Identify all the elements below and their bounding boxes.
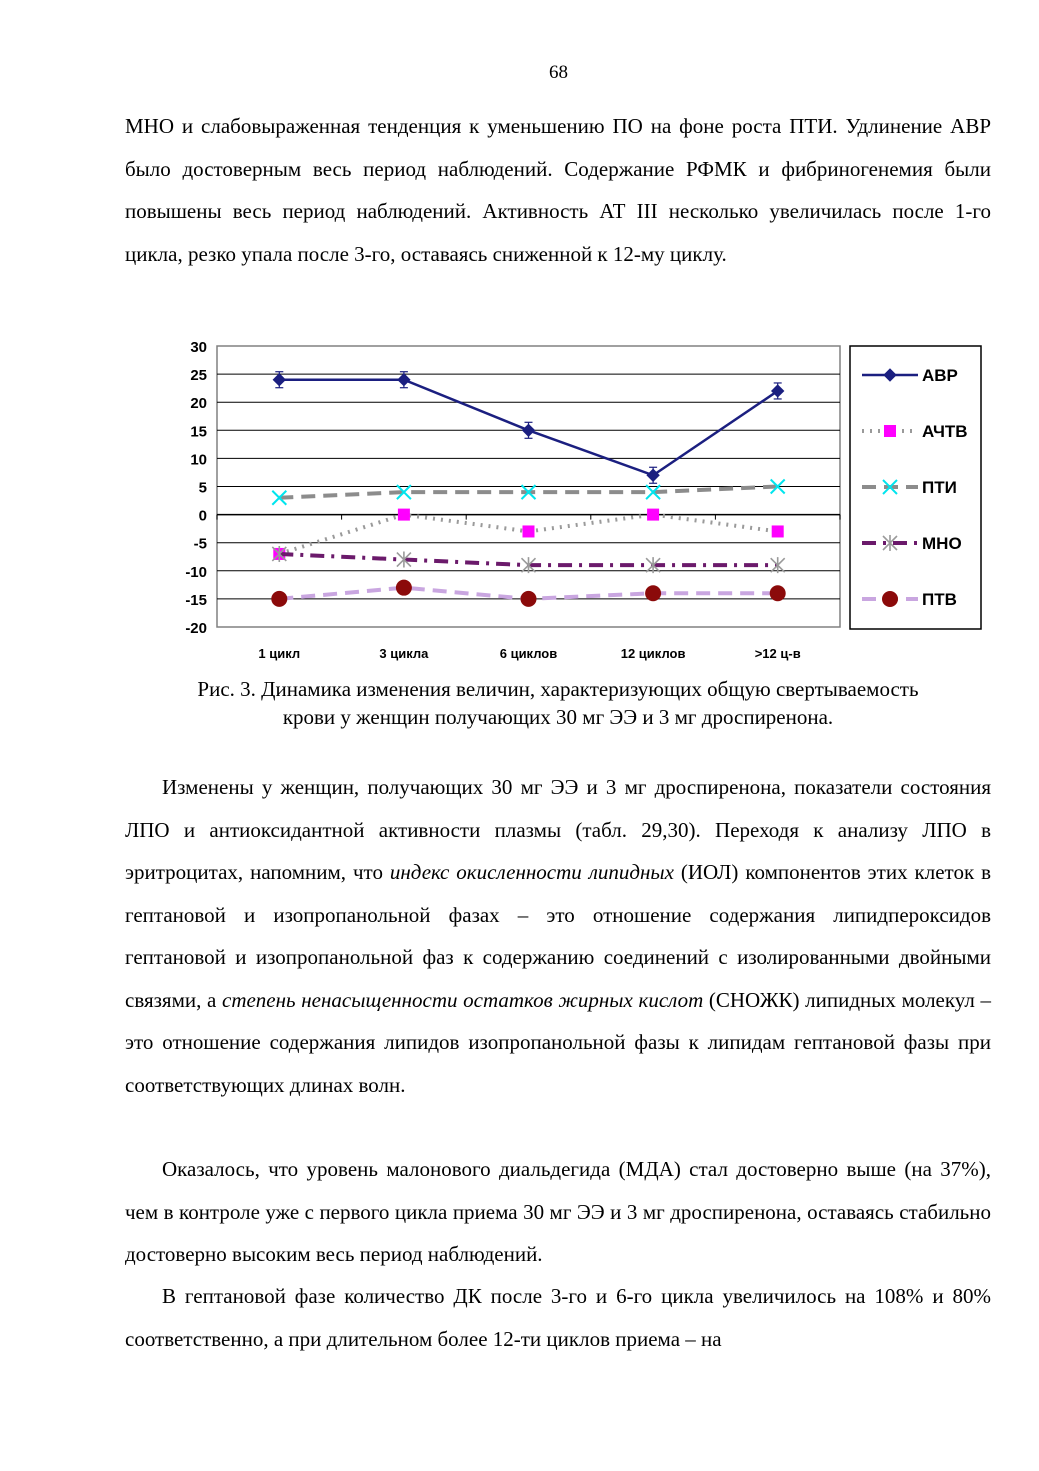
series-point-1 xyxy=(772,525,784,537)
p2-text-2: (ИОЛ) компонентов этих клеток в гептановой и изопропанольной фазах – это отношение содержания липидпероксидов гептановой и изопропанольной фаз к содержанию соединений с изолированными двойными связями, а xyxy=(125,860,992,1012)
page-number: 68 xyxy=(549,62,568,83)
paragraph-mda: Оказалось, что уровень малонового диальдегида (МДА) стал достоверно выше (на 37%), чем в контроле уже с первого цикла приема 30 мг ЭЭ и 3 мг дроспиренона, оставаясь стабильно достоверно высоким весь период наблюдений. xyxy=(125,1157,991,1266)
paragraph-lpo xyxy=(125,766,991,1106)
caption-line-2: крови у женщин получающих 30 мг ЭЭ и 3 мг дроспиренона. xyxy=(282,705,834,729)
y-tick-label: 0 xyxy=(198,507,207,525)
legend-label: ПТИ xyxy=(922,478,957,497)
y-tick-label: 5 xyxy=(198,479,207,497)
x-tick-label: 3 цикла xyxy=(379,646,429,661)
y-tick-label: -15 xyxy=(185,591,207,609)
term-snozhk: степень ненасыщенности остатков жирных кислот xyxy=(222,987,704,1012)
legend-label: ПТВ xyxy=(922,590,957,609)
series-point-4 xyxy=(521,591,537,607)
series-point-4 xyxy=(271,591,287,607)
series-point-4 xyxy=(770,585,786,601)
p2-text-3: (СНОЖК) липидных молекул – это отношение содержания липидов изопропанольной фазы к липидам гептановой фазы при соответствующих длинах волн. xyxy=(125,987,992,1097)
y-tick-label: 20 xyxy=(190,395,207,413)
series-point-4 xyxy=(396,580,412,596)
y-tick-label: 25 xyxy=(190,367,207,385)
term-iol: индекс окисленности липидных xyxy=(389,860,674,884)
x-tick-label: 1 цикл xyxy=(258,646,301,661)
series-point-4 xyxy=(645,585,661,601)
y-tick-label: 30 xyxy=(190,339,207,356)
caption-line-1: Рис. 3. Динамика изменения величин, характеризующих общую свертываемость xyxy=(197,677,919,701)
chart-svg xyxy=(165,330,985,670)
y-tick-label: -20 xyxy=(185,620,207,637)
legend-marker xyxy=(884,425,896,437)
legend-marker xyxy=(882,591,898,607)
y-tick-label: 15 xyxy=(190,423,207,441)
chart xyxy=(165,330,985,670)
series-point-1 xyxy=(398,509,410,521)
series-point-1 xyxy=(523,525,535,537)
paragraph-intro: МНО и слабовыраженная тенденция к уменьшению ПО на фоне роста ПТИ. Удлинение АВР было достоверным весь период наблюдений. Содержание РФМК и фибриногенемия были повышены весь период наблюдений. Активность АТ III несколько увеличилась после 1-го цикла, резко упала после 3-го, оставаясь сниженной к 12-му циклу. xyxy=(125,114,991,266)
legend-label: МНО xyxy=(922,534,962,553)
p2-text-1: Изменены у женщин, получающих 30 мг ЭЭ и 3 мг дроспиренона, показатели состояния ЛПО и антиоксидантной активности плазмы (табл. 29,30). Переходя к анализу ЛПО в эритроцитах, напомним, что xyxy=(125,775,991,884)
y-tick-label: 10 xyxy=(190,451,207,469)
figure-caption xyxy=(125,675,991,731)
x-tick-label: >12 ц-в xyxy=(754,646,801,661)
series-point-1 xyxy=(647,509,659,521)
x-tick-label: 6 циклов xyxy=(499,646,558,661)
paragraph-dk: В гептановой фазе количество ДК после 3-го и 6-го цикла увеличилось на 108% и 80% соответственно, а при длительном более 12-ти циклов приема – на xyxy=(125,1284,991,1351)
y-tick-label: -5 xyxy=(193,535,207,553)
x-tick-label: 12 циклов xyxy=(620,646,686,661)
legend-label: АЧТВ xyxy=(922,422,968,441)
legend-label: АВР xyxy=(922,366,958,385)
y-tick-label: -10 xyxy=(185,563,207,581)
